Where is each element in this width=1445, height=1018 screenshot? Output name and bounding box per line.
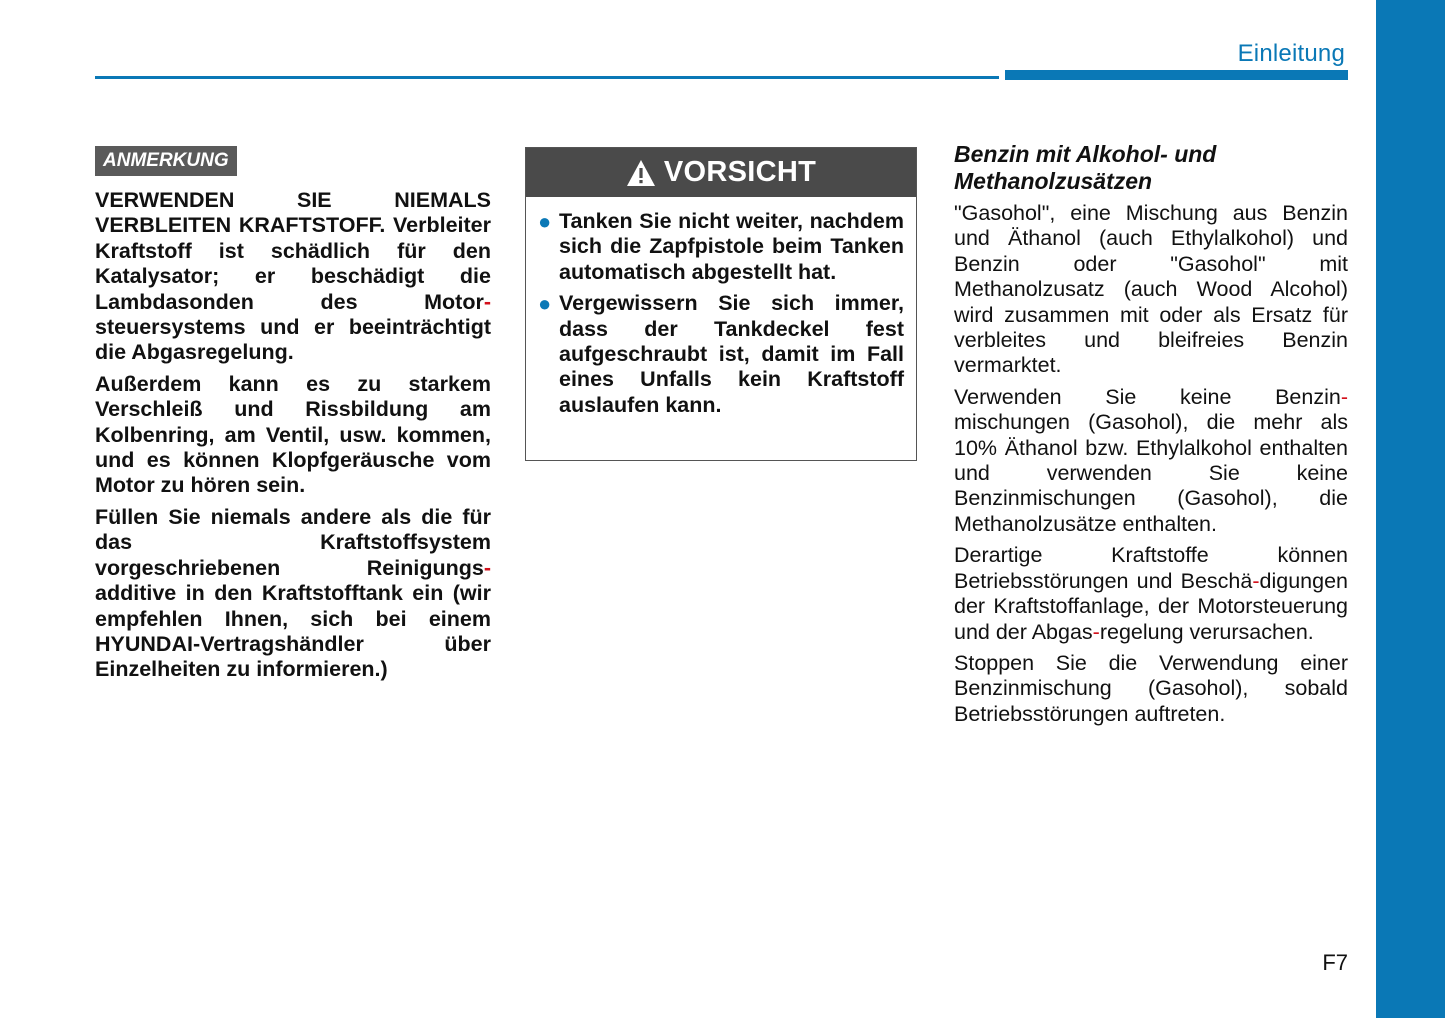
- hyphen-mark: -: [1340, 384, 1348, 409]
- note-text: steuersystems und er beeinträchtigt die Abgasregelung.: [95, 315, 491, 365]
- body-text: Derartige Kraftstoffe können Betriebsstörungen und Beschä: [954, 543, 1348, 593]
- note-paragraph-1: [95, 188, 491, 366]
- body-paragraph-1: "Gasohol", eine Mischung aus Benzin und Äthanol (auch Ethylalkohol) und Benzin oder "Gasohol" mit Methanolzusatz (auch Wood Alcohol) wird zusammen mit oder als Ersatz für verbleites und bleifreies Benzin vermarktet.: [954, 201, 1348, 378]
- note-paragraph-2: Außerdem kann es zu starkem Verschleiß und Rissbildung am Kolbenring, am Ventil, usw. kommen, und es können Klopfgeräusche vom Motor zu hören sein.: [95, 371, 491, 498]
- header-rule: [95, 76, 999, 79]
- chapter-side-bar: [1376, 0, 1445, 1018]
- hyphen-mark: -: [483, 289, 491, 314]
- hyphen-mark: -: [483, 555, 491, 580]
- caution-bullet-text: Vergewissern Sie sich immer, dass der Tankdeckel fest aufgeschraubt ist, damit im Fall eines Unfalls kein Kraftstoff auslaufen kann.: [559, 291, 904, 417]
- caution-title: VORSICHT: [663, 156, 817, 188]
- caution-bullet: [538, 209, 904, 285]
- bullet-icon: ●: [538, 291, 552, 317]
- body-paragraph-4: Stoppen Sie die Verwendung einer Benzinmischung (Gasohol), sobald Betriebsstörungen auftreten.: [954, 650, 1348, 726]
- caution-box: [525, 147, 917, 461]
- caution-header: [526, 148, 916, 197]
- body-paragraph-2: [954, 385, 1348, 537]
- section-title: Einleitung: [1237, 40, 1345, 67]
- section-heading: Benzin mit Alkohol- und Methanolzusätzen: [954, 141, 1217, 194]
- warning-triangle-icon: [626, 159, 656, 187]
- hyphen-mark: -: [1252, 568, 1260, 593]
- note-text: Verbleiter Kraftstoff ist schädlich für den Katalysator; er beschädigt die Lambdasonden des Motor: [95, 213, 491, 314]
- bullet-icon: ●: [538, 209, 552, 234]
- body-text: mischungen (Gasohol), die mehr als 10% Äthanol bzw. Ethylalkohol enthalten und verwenden Sie keine Benzinmischungen (Gasohol), die Methanolzusätze enthalten.: [954, 410, 1348, 536]
- caution-body: [526, 197, 916, 418]
- body-text: digungen der Kraftstoffanlage, der Motorsteuerung und der Abgas: [954, 568, 1348, 644]
- hyphen-mark: -: [1092, 619, 1100, 644]
- note-label: ANMERKUNG: [95, 146, 237, 176]
- right-column: [954, 141, 1348, 733]
- body-text: regelung verursachen.: [1099, 619, 1314, 644]
- note-text: additive in den Kraftstofftank ein (wir empfehlen Ihnen, sich bei einem HYUNDAI-Vertragshändler über Einzelheiten zu informieren.): [95, 581, 491, 682]
- caution-bullet: [538, 291, 904, 418]
- note-text: Füllen Sie niemals andere als die für das Kraftstoffsystem vorgeschriebenen Reinigungs: [95, 504, 491, 580]
- body-text: Verwenden Sie keine Benzin: [954, 384, 1341, 409]
- note-heading: VERWENDEN SIE NIEMALS VERBLEITEN KRAFTSTOFF.: [95, 188, 491, 238]
- left-column: [95, 146, 491, 689]
- page-number: F7: [1322, 950, 1348, 975]
- header-rule-accent: [1005, 70, 1348, 80]
- middle-column: [525, 147, 919, 461]
- body-paragraph-3: [954, 543, 1348, 645]
- note-paragraph-3: [95, 505, 491, 683]
- caution-bullet-text: Tanken Sie nicht weiter, nachdem sich die Zapfpistole beim Tanken automatisch abgestellt hat.: [559, 209, 904, 284]
